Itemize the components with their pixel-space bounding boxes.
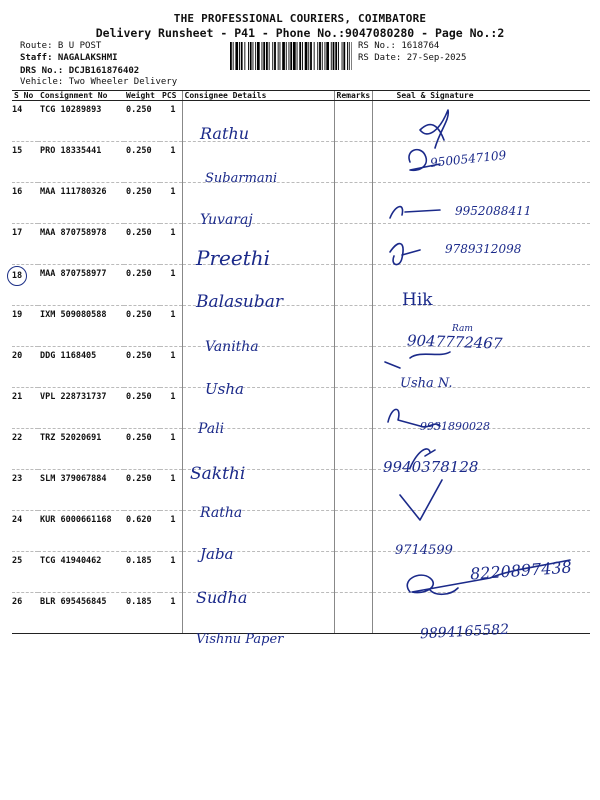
handwritten-note: Hik (402, 290, 433, 310)
pcs-cell: 1 (160, 142, 182, 183)
remarks-cell (334, 183, 372, 224)
remarks-cell (334, 552, 372, 593)
handwritten-name: Sudha (196, 588, 248, 607)
sno-cell (12, 265, 38, 306)
pcs-cell: 1 (160, 183, 182, 224)
pcs-cell: 1 (160, 101, 182, 142)
signature-stroke (409, 150, 440, 171)
col-consignment: Consignment No (38, 91, 124, 101)
consignment-cell: TRZ 52020691 (38, 429, 124, 470)
signature-stroke (388, 409, 440, 427)
sno-cell: 19 (12, 306, 38, 347)
sno-cell: 24 (12, 511, 38, 552)
handwritten-phone: 9931890028 (420, 420, 490, 433)
signature-stroke (420, 110, 448, 148)
handwritten-name: Subarmani (205, 171, 278, 186)
handwritten-name: Ratha (200, 505, 243, 521)
col-consignee: Consignee Details (182, 91, 334, 101)
weight-cell: 0.250 (124, 101, 160, 142)
sno-cell: 25 (12, 552, 38, 593)
remarks-cell (334, 388, 372, 429)
handwritten-name: Pali (198, 421, 225, 437)
pcs-cell: 1 (160, 552, 182, 593)
weight-cell: 0.250 (124, 142, 160, 183)
rs-date: RS Date: 27-Sep-2025 (358, 53, 467, 63)
remarks-cell (334, 470, 372, 511)
signature-stroke (390, 207, 440, 218)
sno-cell: 26 (12, 593, 38, 634)
consignment-cell: MAA 111780326 (38, 183, 124, 224)
handwritten-phone: 9940378128 (383, 458, 479, 476)
sno-cell: 17 (12, 224, 38, 265)
handwritten-note: Ram (452, 324, 473, 334)
handwritten-name: Yuvaraj (200, 212, 253, 228)
consignment-cell: SLM 379067884 (38, 470, 124, 511)
pcs-cell: 1 (160, 388, 182, 429)
vehicle-label: Vehicle: Two Wheeler Delivery (20, 77, 178, 87)
pcs-cell: 1 (160, 224, 182, 265)
drs-label: DRS No.: DCJB161876402 (20, 66, 140, 76)
remarks-cell (334, 224, 372, 265)
consignment-cell: PRO 18335441 (38, 142, 124, 183)
signature-stroke (410, 449, 435, 468)
handwritten-name: Balasubar (196, 292, 284, 312)
table-header-row (12, 91, 590, 101)
handwritten-name: Usha (205, 380, 244, 398)
circled-sno: 18 (7, 266, 27, 286)
remarks-cell (334, 511, 372, 552)
col-remarks: Remarks (334, 91, 372, 101)
pcs-cell: 1 (160, 593, 182, 634)
signature-stroke (390, 244, 420, 265)
signature-scribbles (380, 100, 600, 660)
weight-cell: 0.250 (124, 224, 160, 265)
remarks-cell (334, 265, 372, 306)
pcs-cell: 1 (160, 470, 182, 511)
consignment-cell: VPL 228731737 (38, 388, 124, 429)
handwritten-name: Vishnu Paper (196, 632, 284, 647)
handwritten-name: Preethi (196, 246, 271, 270)
route-label: Route: B U POST (20, 41, 102, 51)
weight-cell: 0.620 (124, 511, 160, 552)
runsheet-subtitle: Delivery Runsheet - P41 - Phone No.:9047080280 - Page No.:2 (95, 26, 505, 40)
company-title: THE PROFESSIONAL COURIERS, COIMBATORE (173, 12, 427, 25)
weight-cell: 0.185 (124, 552, 160, 593)
consignment-cell: MAA 870758978 (38, 224, 124, 265)
remarks-cell (334, 429, 372, 470)
weight-cell: 0.250 (124, 265, 160, 306)
handwritten-name: Sakthi (190, 464, 246, 484)
sno-cell: 22 (12, 429, 38, 470)
signature-stroke (407, 560, 570, 593)
signature-stroke (400, 480, 442, 520)
pcs-cell: 1 (160, 511, 182, 552)
col-pcs: PCS (160, 91, 182, 101)
sno-cell: 23 (12, 470, 38, 511)
col-seal: Seal & Signature (372, 91, 590, 101)
weight-cell: 0.250 (124, 388, 160, 429)
signature-stroke (430, 588, 458, 594)
consignment-cell: IXM 509080588 (38, 306, 124, 347)
pcs-cell: 1 (160, 265, 182, 306)
sno-cell: 15 (12, 142, 38, 183)
handwritten-name: Jaba (200, 545, 234, 563)
consignment-cell: KUR 6000661168 (38, 511, 124, 552)
pcs-cell: 1 (160, 347, 182, 388)
rs-number: RS No.: 1618764 (358, 41, 440, 51)
handwritten-phone: 9894165582 (419, 621, 510, 643)
handwritten-phone: 8220897438 (469, 557, 573, 584)
sno-cell: 14 (12, 101, 38, 142)
staff-label: Staff: NAGALAKSHMI (20, 53, 118, 63)
weight-cell: 0.250 (124, 347, 160, 388)
sno-cell: 21 (12, 388, 38, 429)
consignment-cell: TCG 41940462 (38, 552, 124, 593)
consignment-cell: DDG 1168405 (38, 347, 124, 388)
handwritten-name: Vanitha (205, 339, 259, 355)
consignment-cell: TCG 10289893 (38, 101, 124, 142)
signature-stroke (385, 352, 450, 368)
handwritten-phone: 9789312098 (445, 242, 522, 256)
remarks-cell (334, 593, 372, 634)
handwritten-note: Usha N. (400, 376, 453, 391)
sno-cell: 16 (12, 183, 38, 224)
remarks-cell (334, 142, 372, 183)
col-sno: S No (12, 91, 38, 101)
remarks-cell (334, 101, 372, 142)
handwritten-phone: 9500547109 (429, 148, 507, 170)
weight-cell: 0.250 (124, 306, 160, 347)
consignment-cell: MAA 870758977 (38, 265, 124, 306)
weight-cell: 0.250 (124, 429, 160, 470)
weight-cell: 0.250 (124, 183, 160, 224)
sno-cell: 20 (12, 347, 38, 388)
pcs-cell: 1 (160, 306, 182, 347)
handwritten-name: Rathu (200, 124, 249, 143)
handwritten-phone: 9047772467 (406, 331, 503, 353)
handwritten-phone: 9952088411 (455, 204, 532, 218)
remarks-cell (334, 347, 372, 388)
weight-cell: 0.250 (124, 470, 160, 511)
weight-cell: 0.185 (124, 593, 160, 634)
pcs-cell: 1 (160, 429, 182, 470)
handwritten-phone: 9714599 (395, 543, 453, 558)
consignment-cell: BLR 695456845 (38, 593, 124, 634)
remarks-cell (334, 306, 372, 347)
col-weight: Weight (124, 91, 160, 101)
barcode-image (230, 42, 352, 70)
